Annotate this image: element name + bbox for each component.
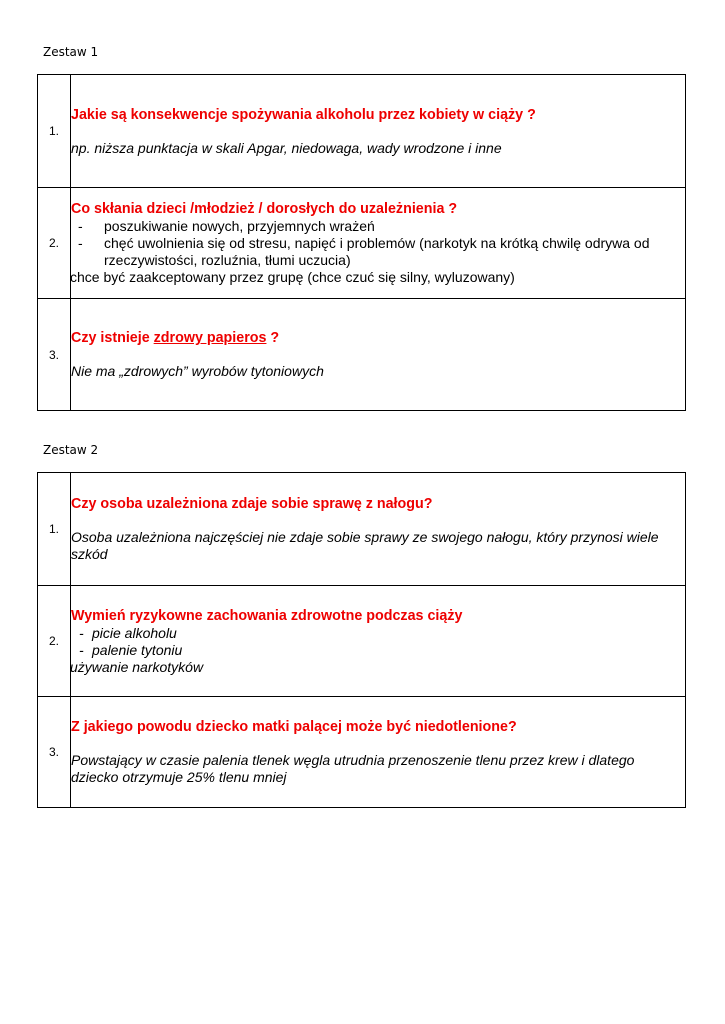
question: Czy osoba uzależniona zdaje sobie sprawę z nałogu? <box>71 496 433 512</box>
table-row <box>38 586 686 697</box>
row-content <box>71 473 686 586</box>
question: Co skłania dzieci /młodzież / dorosłych do uzależnienia ? <box>71 201 458 217</box>
answer: używanie narkotyków <box>70 658 204 675</box>
row-number: 3. <box>38 299 71 411</box>
row-content <box>71 697 686 808</box>
answer: Powstający w czasie palenia tlenek węgla utrudnia przenoszenie tlenu przez krew i dlatego dziecko otrzymuje 25% tlenu mniej <box>71 752 635 785</box>
list-item: - palenie tytoniu <box>71 642 685 659</box>
table-row <box>38 473 686 586</box>
table-row <box>38 75 686 188</box>
table-row <box>38 299 686 411</box>
row-number: 1. <box>38 473 71 586</box>
question-suffix: ? <box>266 330 280 346</box>
row-content <box>71 75 686 188</box>
row-content <box>71 586 686 697</box>
question-prefix: Czy istnieje <box>71 330 154 346</box>
table-row <box>38 188 686 299</box>
set1-label: Zestaw 1 <box>43 45 99 59</box>
answer: Nie ma „zdrowych” wyrobów tytoniowych <box>71 363 324 379</box>
answer: Osoba uzależniona najczęściej nie zdaje sobie sprawy ze swojego nałogu, który przynosi wiele szkód <box>71 529 659 562</box>
row-content <box>71 188 686 299</box>
table-row <box>38 697 686 808</box>
question-underlined: zdrowy papieros <box>153 330 267 346</box>
question: Z jakiego powodu dziecko matki palącej może być niedotlenione? <box>71 719 517 735</box>
question: Jakie są konsekwencje spożywania alkoholu przez kobiety w ciąży ? <box>71 106 536 123</box>
answer-list <box>71 218 685 269</box>
answer: chce być zaakceptowany przez grupę (chce czuć się silny, wyluzowany) <box>70 269 515 285</box>
list-item: - poszukiwanie nowych, przyjemnych wrażeń <box>71 218 685 235</box>
row-number: 1. <box>38 75 71 188</box>
set2-label: Zestaw 2 <box>43 443 99 457</box>
list-item: - picie alkoholu <box>71 625 685 642</box>
set1-table <box>37 74 686 411</box>
answer: np. niższa punktacja w skali Apgar, niedowaga, wady wrodzone i inne <box>71 139 502 156</box>
question: Wymień ryzykowne zachowania zdrowotne podczas ciąży <box>71 607 463 624</box>
row-number: 2. <box>38 586 71 697</box>
answer-list <box>71 625 685 659</box>
list-item: - chęć uwolnienia się od stresu, napięć i problemów (narkotyk na krótką chwilę odrywa od rzeczywistości, rozluźnia, tłumi uczucia) <box>71 235 685 269</box>
row-content <box>71 299 686 411</box>
row-number: 3. <box>38 697 71 808</box>
set2-table <box>37 472 686 808</box>
row-number: 2. <box>38 188 71 299</box>
question <box>71 329 685 347</box>
